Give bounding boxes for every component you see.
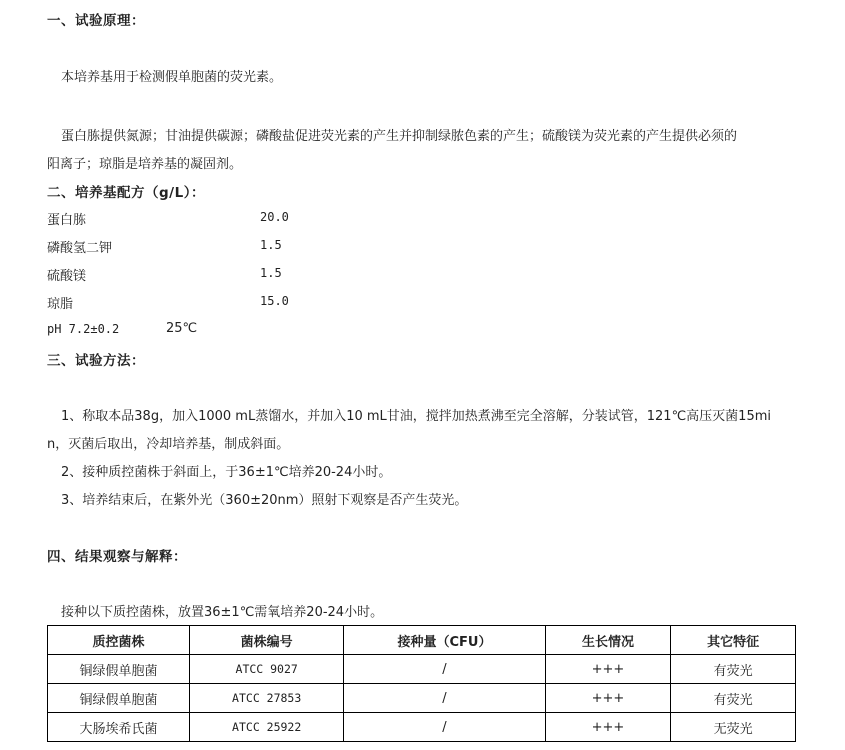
ingredient-name: 琼脂 [47,297,74,312]
cell-strain: 铜绿假单胞菌 [48,684,190,713]
results-intro: 接种以下质控菌株，放置36±1℃需氧培养20-24小时。 [61,605,384,620]
cell-other-features: 无荧光 [671,713,796,742]
column-header-strain-code: 菌株编号 [190,626,344,655]
cell-strain-code: ATCC 25922 [190,713,344,742]
method-step-2: 2、接种质控菌株于斜面上，于36±1℃培养20-24小时。 [61,465,392,480]
table-row [48,684,796,713]
cell-growth: +++ [545,684,671,713]
cell-other-features: 有荧光 [671,684,796,713]
table-row [48,655,796,684]
cell-inoculum: / [344,655,545,684]
ingredient-name: 磷酸氢二钾 [47,241,113,256]
column-header-strain: 质控菌株 [48,626,190,655]
section-heading-principle: 一、试验原理： [47,13,145,29]
cell-growth: +++ [545,655,671,684]
ingredient-name: 蛋白胨 [47,213,87,228]
principle-paragraph-2-line-2: 阳离子；琼脂是培养基的凝固剂。 [47,157,243,172]
ingredient-amount: 15.0 [260,294,289,308]
cell-growth: +++ [545,713,671,742]
ingredient-amount: 1.5 [260,266,282,280]
cell-inoculum: / [344,713,545,742]
principle-paragraph-2-line-1: 蛋白胨提供氮源；甘油提供碳源；磷酸盐促进荧光素的产生并抑制绿脓色素的产生；硫酸镁为荧光素的产生提供必须的 [61,129,738,144]
column-header-inoculum: 接种量（CFU） [344,626,545,655]
section-heading-results: 四、结果观察与解释： [47,549,187,565]
qc-strain-table [47,625,796,742]
cell-strain: 大肠埃希氏菌 [48,713,190,742]
ph-temperature: 25℃ [166,321,198,336]
section-heading-formula: 二、培养基配方（g/L）： [47,185,205,201]
method-step-1-line-1: 1、称取本品38g，加入1000 mL蒸馏水，并加入10 mL甘油，搅拌加热煮沸至完全溶解，分装试管，121℃高压灭菌15mi [61,409,771,424]
method-step-3: 3、培养结束后，在紫外光（360±20nm）照射下观察是否产生荧光。 [61,493,468,508]
ph-value: pH 7.2±0.2 [47,322,120,336]
section-heading-method: 三、试验方法： [47,353,145,369]
ingredient-amount: 1.5 [260,238,282,252]
column-header-other-features: 其它特征 [671,626,796,655]
principle-paragraph-1: 本培养基用于检测假单胞菌的荧光素。 [61,70,283,85]
cell-strain-code: ATCC 27853 [190,684,344,713]
cell-other-features: 有荧光 [671,655,796,684]
table-row [48,713,796,742]
ingredient-name: 硫酸镁 [47,269,87,284]
cell-strain-code: ATCC 9027 [190,655,344,684]
ingredient-amount: 20.0 [260,210,289,224]
column-header-growth: 生长情况 [545,626,671,655]
method-step-1-line-2: n，灭菌后取出，冷却培养基，制成斜面。 [47,437,290,452]
cell-inoculum: / [344,684,545,713]
cell-strain: 铜绿假单胞菌 [48,655,190,684]
table-header-row [48,626,796,655]
